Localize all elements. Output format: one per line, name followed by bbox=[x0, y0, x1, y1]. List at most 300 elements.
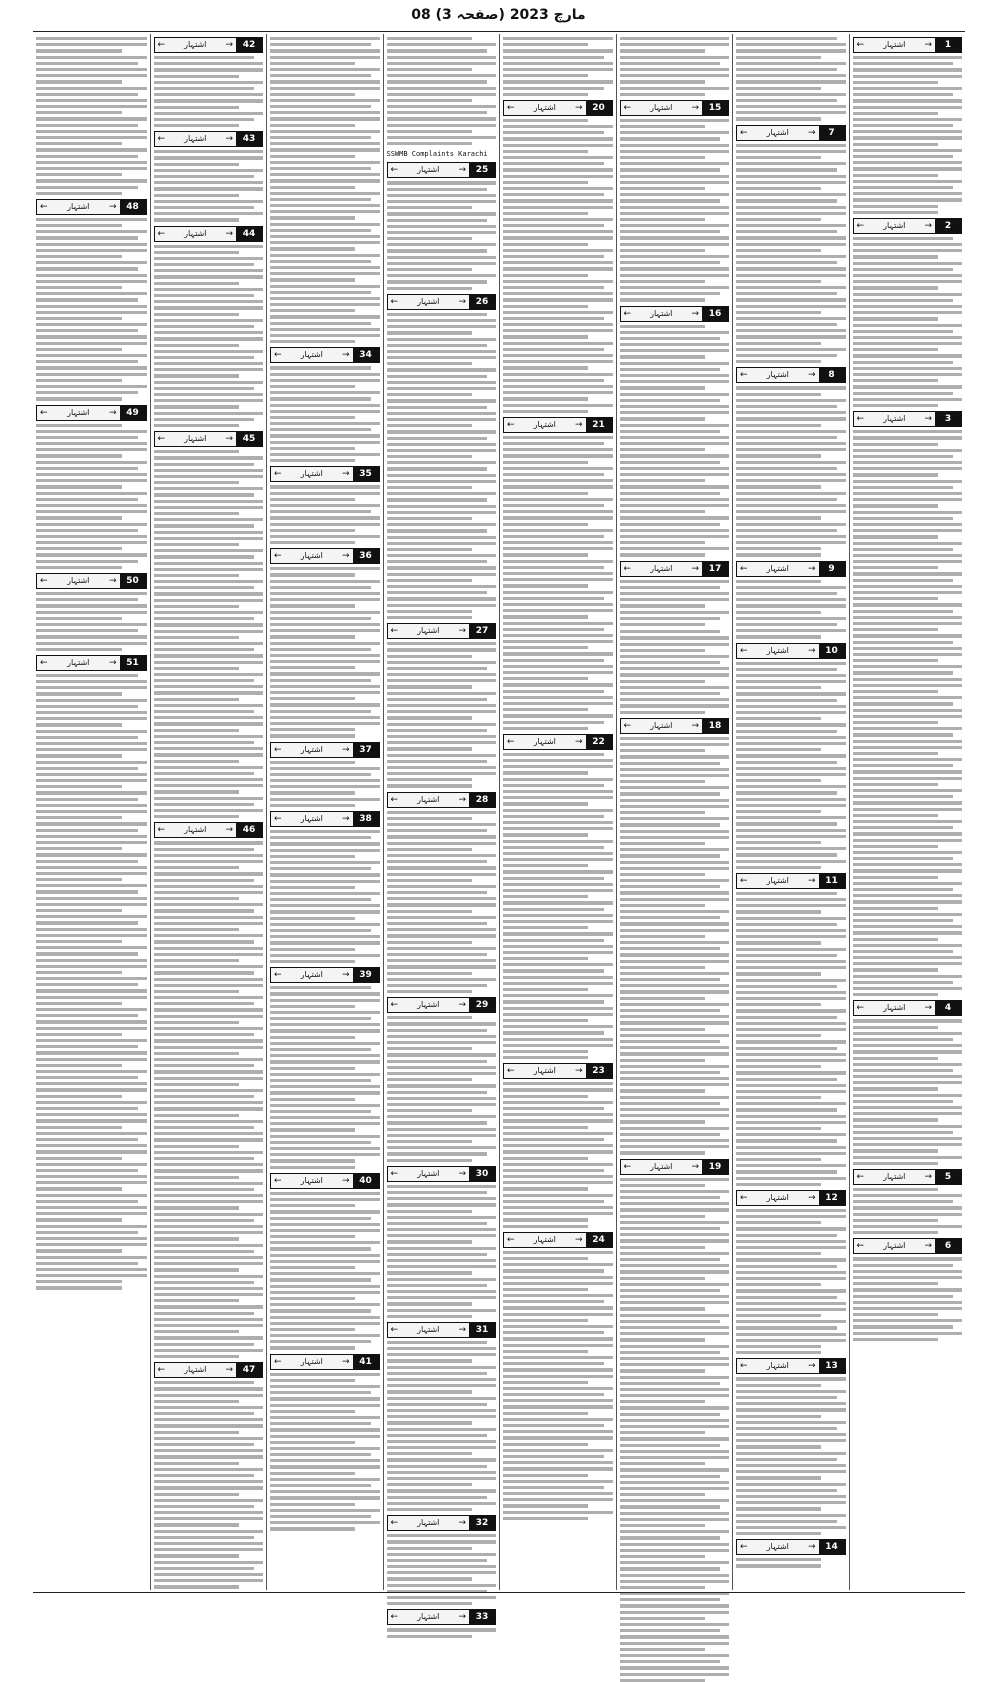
text-line bbox=[387, 585, 497, 588]
story-number: 51 bbox=[120, 656, 146, 670]
text-line bbox=[620, 1382, 721, 1385]
text-line bbox=[154, 399, 264, 402]
text-line bbox=[270, 722, 380, 725]
text-line bbox=[270, 1229, 380, 1232]
text-line bbox=[853, 542, 963, 545]
text-line bbox=[620, 592, 730, 595]
text-line bbox=[387, 673, 497, 676]
text-line bbox=[270, 935, 380, 938]
text-line bbox=[387, 1240, 472, 1243]
text-line bbox=[620, 623, 705, 626]
text-line bbox=[503, 373, 613, 376]
section-label: اشتہار bbox=[766, 370, 789, 380]
text-line bbox=[387, 922, 488, 925]
text-line bbox=[154, 630, 264, 633]
text-line bbox=[620, 1151, 705, 1154]
text-line bbox=[387, 873, 497, 876]
text-line bbox=[620, 1277, 705, 1280]
text-line bbox=[736, 286, 846, 289]
text-line bbox=[270, 1428, 380, 1431]
section-label: اشتہار bbox=[533, 1234, 556, 1244]
story-body bbox=[387, 811, 497, 994]
text-line bbox=[853, 814, 938, 817]
text-line bbox=[154, 150, 264, 153]
news-story bbox=[36, 573, 147, 651]
text-line bbox=[736, 193, 846, 196]
text-line bbox=[36, 461, 147, 464]
story-number: 36 bbox=[353, 549, 379, 563]
story-number: 31 bbox=[469, 1323, 495, 1337]
text-line bbox=[503, 1038, 613, 1041]
text-line bbox=[387, 591, 488, 594]
text-line bbox=[853, 1319, 963, 1322]
text-line bbox=[736, 187, 821, 190]
text-line bbox=[620, 598, 730, 601]
text-line bbox=[270, 1328, 355, 1331]
text-line bbox=[503, 1007, 613, 1010]
text-line bbox=[503, 1313, 613, 1316]
text-line bbox=[270, 672, 380, 675]
text-line bbox=[853, 535, 938, 538]
text-line bbox=[620, 1660, 721, 1663]
text-line bbox=[154, 106, 239, 109]
text-line bbox=[36, 385, 147, 388]
text-line bbox=[736, 485, 821, 488]
story-body bbox=[387, 1016, 497, 1162]
left-arrow-icon: ← bbox=[507, 736, 515, 747]
text-line bbox=[620, 1338, 705, 1341]
text-line bbox=[620, 454, 730, 457]
text-line bbox=[853, 801, 963, 804]
text-line bbox=[387, 579, 472, 582]
text-line bbox=[270, 235, 380, 238]
text-line bbox=[853, 1295, 954, 1298]
text-line bbox=[620, 343, 730, 346]
text-line bbox=[154, 206, 255, 209]
left-arrow-icon: ← bbox=[740, 1361, 748, 1372]
story-heading-bar bbox=[736, 561, 846, 577]
text-line bbox=[270, 611, 380, 614]
text-line bbox=[270, 1254, 380, 1257]
text-line bbox=[620, 224, 730, 227]
story-heading-bar bbox=[503, 100, 613, 116]
text-line bbox=[387, 111, 488, 114]
text-line bbox=[736, 1121, 846, 1124]
text-line bbox=[154, 1548, 264, 1551]
text-line bbox=[736, 1152, 846, 1155]
text-line bbox=[387, 972, 472, 975]
text-line bbox=[154, 187, 264, 190]
text-line bbox=[620, 1419, 730, 1422]
text-line bbox=[270, 1247, 371, 1250]
story-tag bbox=[155, 38, 237, 52]
text-line bbox=[387, 1347, 497, 1350]
story-number: 35 bbox=[353, 467, 379, 481]
text-line bbox=[270, 1116, 380, 1119]
section-label: اشتہار bbox=[650, 720, 673, 730]
text-line bbox=[503, 1150, 613, 1153]
text-line bbox=[503, 945, 613, 948]
text-line bbox=[36, 642, 147, 645]
text-line bbox=[154, 1237, 239, 1240]
section-label: اشتہار bbox=[766, 1192, 789, 1202]
text-line bbox=[36, 1002, 122, 1005]
text-line bbox=[387, 1053, 497, 1056]
text-line bbox=[503, 267, 613, 270]
text-line bbox=[620, 411, 730, 414]
text-line bbox=[36, 566, 122, 569]
text-line bbox=[270, 861, 380, 864]
text-line bbox=[620, 325, 705, 328]
column-1 bbox=[849, 34, 966, 1590]
text-line bbox=[36, 878, 122, 881]
story-body bbox=[853, 1019, 963, 1165]
story-number: 15 bbox=[702, 101, 728, 115]
text-line bbox=[154, 1536, 255, 1539]
text-line bbox=[503, 846, 604, 849]
text-line bbox=[503, 1492, 613, 1495]
text-line bbox=[736, 586, 846, 589]
text-line bbox=[387, 437, 488, 440]
text-line bbox=[387, 461, 497, 464]
story-number: 22 bbox=[586, 735, 612, 749]
text-line bbox=[154, 1387, 264, 1390]
text-line bbox=[154, 965, 264, 968]
text-line bbox=[853, 348, 938, 351]
story-heading-bar bbox=[736, 873, 846, 889]
text-line bbox=[36, 1286, 122, 1289]
news-story bbox=[36, 199, 147, 401]
story-number: 26 bbox=[469, 295, 495, 309]
text-line bbox=[736, 692, 846, 695]
text-line bbox=[853, 931, 963, 934]
text-line bbox=[36, 186, 138, 189]
story-body bbox=[853, 430, 963, 996]
text-line bbox=[620, 206, 730, 209]
story-tag bbox=[271, 812, 353, 826]
text-line bbox=[736, 1289, 846, 1292]
text-line bbox=[154, 1468, 264, 1471]
text-line bbox=[36, 317, 122, 320]
story-heading-bar bbox=[853, 37, 963, 53]
text-line bbox=[620, 686, 730, 689]
text-line bbox=[503, 317, 604, 320]
text-line bbox=[154, 555, 255, 558]
text-line bbox=[736, 547, 821, 550]
text-line bbox=[503, 74, 588, 77]
text-line bbox=[36, 430, 147, 433]
text-line bbox=[503, 815, 604, 818]
text-line bbox=[36, 1157, 122, 1160]
text-line bbox=[387, 368, 497, 371]
text-line bbox=[620, 1598, 721, 1601]
text-line bbox=[736, 249, 821, 252]
right-arrow-icon: → bbox=[691, 720, 699, 731]
text-line bbox=[736, 386, 846, 389]
text-line bbox=[503, 1337, 613, 1340]
text-line bbox=[853, 1206, 963, 1209]
text-line bbox=[154, 1330, 239, 1333]
text-line bbox=[736, 717, 821, 720]
text-line bbox=[853, 1307, 963, 1310]
text-line bbox=[154, 1511, 264, 1514]
text-line bbox=[387, 356, 497, 359]
text-line bbox=[736, 1333, 846, 1336]
text-line bbox=[736, 866, 821, 869]
text-line bbox=[154, 685, 264, 688]
text-line bbox=[154, 1406, 264, 1409]
text-line bbox=[154, 741, 255, 744]
text-line bbox=[736, 162, 846, 165]
text-line bbox=[387, 679, 497, 682]
text-line bbox=[270, 254, 380, 257]
text-line bbox=[270, 309, 355, 312]
text-line bbox=[853, 136, 963, 139]
text-line bbox=[154, 87, 255, 90]
text-line bbox=[154, 1573, 264, 1576]
left-arrow-icon: ← bbox=[157, 228, 166, 239]
text-line bbox=[503, 827, 613, 830]
text-line bbox=[36, 1033, 122, 1036]
text-line bbox=[620, 286, 730, 289]
text-line bbox=[620, 1009, 721, 1012]
story-tag bbox=[388, 163, 470, 177]
text-line bbox=[36, 1088, 147, 1091]
text-line bbox=[387, 1296, 497, 1299]
text-line bbox=[503, 249, 613, 252]
text-line bbox=[387, 1483, 472, 1486]
text-line bbox=[270, 948, 355, 951]
text-line bbox=[736, 847, 846, 850]
text-line bbox=[853, 1270, 963, 1273]
text-line bbox=[503, 1430, 613, 1433]
text-line bbox=[853, 944, 963, 947]
text-line bbox=[853, 907, 938, 910]
text-line bbox=[387, 1103, 497, 1106]
text-line bbox=[736, 354, 837, 357]
text-line bbox=[154, 81, 264, 84]
text-line bbox=[503, 1418, 613, 1421]
text-line bbox=[503, 858, 613, 861]
right-arrow-icon: → bbox=[807, 1361, 816, 1372]
text-line bbox=[503, 243, 588, 246]
text-line bbox=[387, 219, 488, 222]
text-line bbox=[736, 329, 846, 332]
text-line bbox=[154, 698, 239, 701]
story-heading-bar bbox=[736, 1190, 846, 1206]
text-line bbox=[503, 523, 588, 526]
right-arrow-icon: → bbox=[807, 127, 816, 138]
text-line bbox=[853, 888, 954, 891]
text-line bbox=[387, 68, 472, 71]
text-line bbox=[36, 560, 138, 563]
text-line bbox=[620, 1015, 730, 1018]
text-line bbox=[387, 854, 497, 857]
right-arrow-icon: → bbox=[574, 1066, 583, 1077]
text-line bbox=[154, 1381, 255, 1384]
text-line bbox=[270, 1260, 380, 1263]
text-line bbox=[503, 156, 613, 159]
text-line bbox=[154, 263, 255, 266]
text-line bbox=[620, 1530, 730, 1533]
text-line bbox=[503, 1013, 613, 1016]
text-line bbox=[36, 442, 147, 445]
story-body bbox=[620, 325, 730, 557]
text-line bbox=[154, 319, 264, 322]
text-line bbox=[154, 1412, 255, 1415]
text-line bbox=[387, 99, 472, 102]
text-line bbox=[154, 112, 264, 115]
text-line bbox=[620, 1139, 730, 1142]
text-line bbox=[387, 1315, 472, 1318]
text-line bbox=[736, 111, 846, 114]
text-line bbox=[387, 1203, 497, 1206]
story-body bbox=[154, 150, 264, 221]
text-line bbox=[736, 1177, 846, 1180]
text-line bbox=[270, 167, 371, 170]
text-line bbox=[853, 1087, 938, 1090]
text-line bbox=[270, 666, 355, 669]
left-arrow-icon: ← bbox=[274, 970, 282, 981]
text-line bbox=[270, 1303, 380, 1306]
text-line bbox=[387, 130, 472, 133]
text-line bbox=[853, 659, 938, 662]
text-line bbox=[853, 249, 963, 252]
text-line bbox=[36, 498, 138, 501]
text-line bbox=[736, 1164, 846, 1167]
left-arrow-icon: ← bbox=[740, 875, 748, 886]
text-line bbox=[853, 336, 963, 339]
text-line bbox=[387, 1428, 497, 1431]
text-line bbox=[503, 335, 588, 338]
text-line bbox=[154, 605, 239, 608]
text-line bbox=[853, 696, 963, 699]
text-line bbox=[270, 1060, 380, 1063]
text-line bbox=[36, 335, 147, 338]
section-label: اشتہار bbox=[883, 414, 906, 424]
story-number: 9 bbox=[819, 562, 845, 576]
text-line bbox=[503, 572, 613, 575]
text-line bbox=[387, 287, 472, 290]
text-line bbox=[503, 1107, 604, 1110]
text-line bbox=[853, 498, 963, 501]
header-rule bbox=[33, 31, 965, 32]
text-line bbox=[36, 261, 147, 264]
story-heading-bar bbox=[387, 1166, 497, 1182]
text-line bbox=[620, 580, 730, 583]
text-line bbox=[853, 379, 938, 382]
left-arrow-icon: ← bbox=[856, 40, 865, 50]
story-heading-bar bbox=[387, 792, 497, 808]
text-line bbox=[154, 562, 264, 565]
text-line bbox=[620, 218, 705, 221]
text-line bbox=[503, 1082, 613, 1085]
text-line bbox=[270, 272, 380, 275]
text-line bbox=[270, 1241, 380, 1244]
text-line bbox=[387, 754, 497, 757]
text-line bbox=[36, 699, 147, 702]
text-line bbox=[387, 842, 497, 845]
text-line bbox=[853, 385, 963, 388]
text-line bbox=[387, 953, 488, 956]
text-line bbox=[503, 1212, 613, 1215]
text-line bbox=[387, 990, 472, 993]
text-line bbox=[154, 1324, 264, 1327]
story-tag bbox=[155, 227, 237, 241]
text-line bbox=[620, 661, 721, 664]
story-heading-bar bbox=[270, 967, 380, 983]
text-line bbox=[503, 852, 613, 855]
text-line bbox=[387, 93, 497, 96]
story-number: 13 bbox=[819, 1359, 845, 1373]
text-line bbox=[736, 841, 821, 844]
right-arrow-icon: → bbox=[458, 296, 466, 307]
news-story bbox=[154, 37, 264, 127]
text-line bbox=[736, 1520, 837, 1523]
text-line bbox=[36, 249, 147, 252]
text-line bbox=[853, 925, 963, 928]
text-line bbox=[853, 1137, 963, 1140]
text-line bbox=[503, 988, 588, 991]
text-line bbox=[387, 1022, 497, 1025]
story-tag bbox=[737, 562, 819, 576]
text-line bbox=[736, 898, 846, 901]
text-line bbox=[736, 1421, 846, 1424]
story-body bbox=[736, 1209, 846, 1355]
text-line bbox=[620, 1456, 730, 1459]
text-line bbox=[853, 1094, 963, 1097]
text-line bbox=[503, 1163, 613, 1166]
text-line bbox=[387, 735, 497, 738]
text-line bbox=[853, 845, 938, 848]
text-line bbox=[503, 1504, 588, 1507]
text-line bbox=[503, 442, 604, 445]
left-arrow-icon: ← bbox=[856, 414, 865, 425]
text-line bbox=[736, 1252, 821, 1255]
story-body bbox=[503, 436, 613, 730]
text-line bbox=[36, 1144, 147, 1147]
text-line bbox=[387, 529, 488, 532]
text-line bbox=[853, 1213, 963, 1216]
text-line bbox=[387, 212, 497, 215]
text-line bbox=[36, 686, 147, 689]
text-line bbox=[503, 640, 613, 643]
story-body bbox=[270, 485, 380, 544]
story-tag bbox=[737, 1540, 819, 1554]
text-line bbox=[154, 356, 255, 359]
text-line bbox=[736, 292, 837, 295]
text-line bbox=[503, 206, 613, 209]
story-number: 30 bbox=[469, 1167, 495, 1181]
right-arrow-icon: → bbox=[108, 576, 117, 586]
story-body bbox=[853, 237, 963, 407]
text-line bbox=[620, 181, 730, 184]
text-line bbox=[154, 456, 264, 459]
text-line bbox=[853, 634, 963, 637]
text-line bbox=[36, 391, 138, 394]
story-tag bbox=[388, 998, 470, 1012]
text-line bbox=[736, 342, 821, 345]
text-line bbox=[154, 169, 264, 172]
text-line bbox=[270, 404, 380, 407]
text-line bbox=[620, 1252, 730, 1255]
text-line bbox=[853, 777, 963, 780]
text-line bbox=[853, 1125, 963, 1128]
text-line bbox=[387, 903, 497, 906]
text-line bbox=[387, 517, 472, 520]
text-line bbox=[154, 1256, 264, 1259]
text-line bbox=[853, 473, 938, 476]
